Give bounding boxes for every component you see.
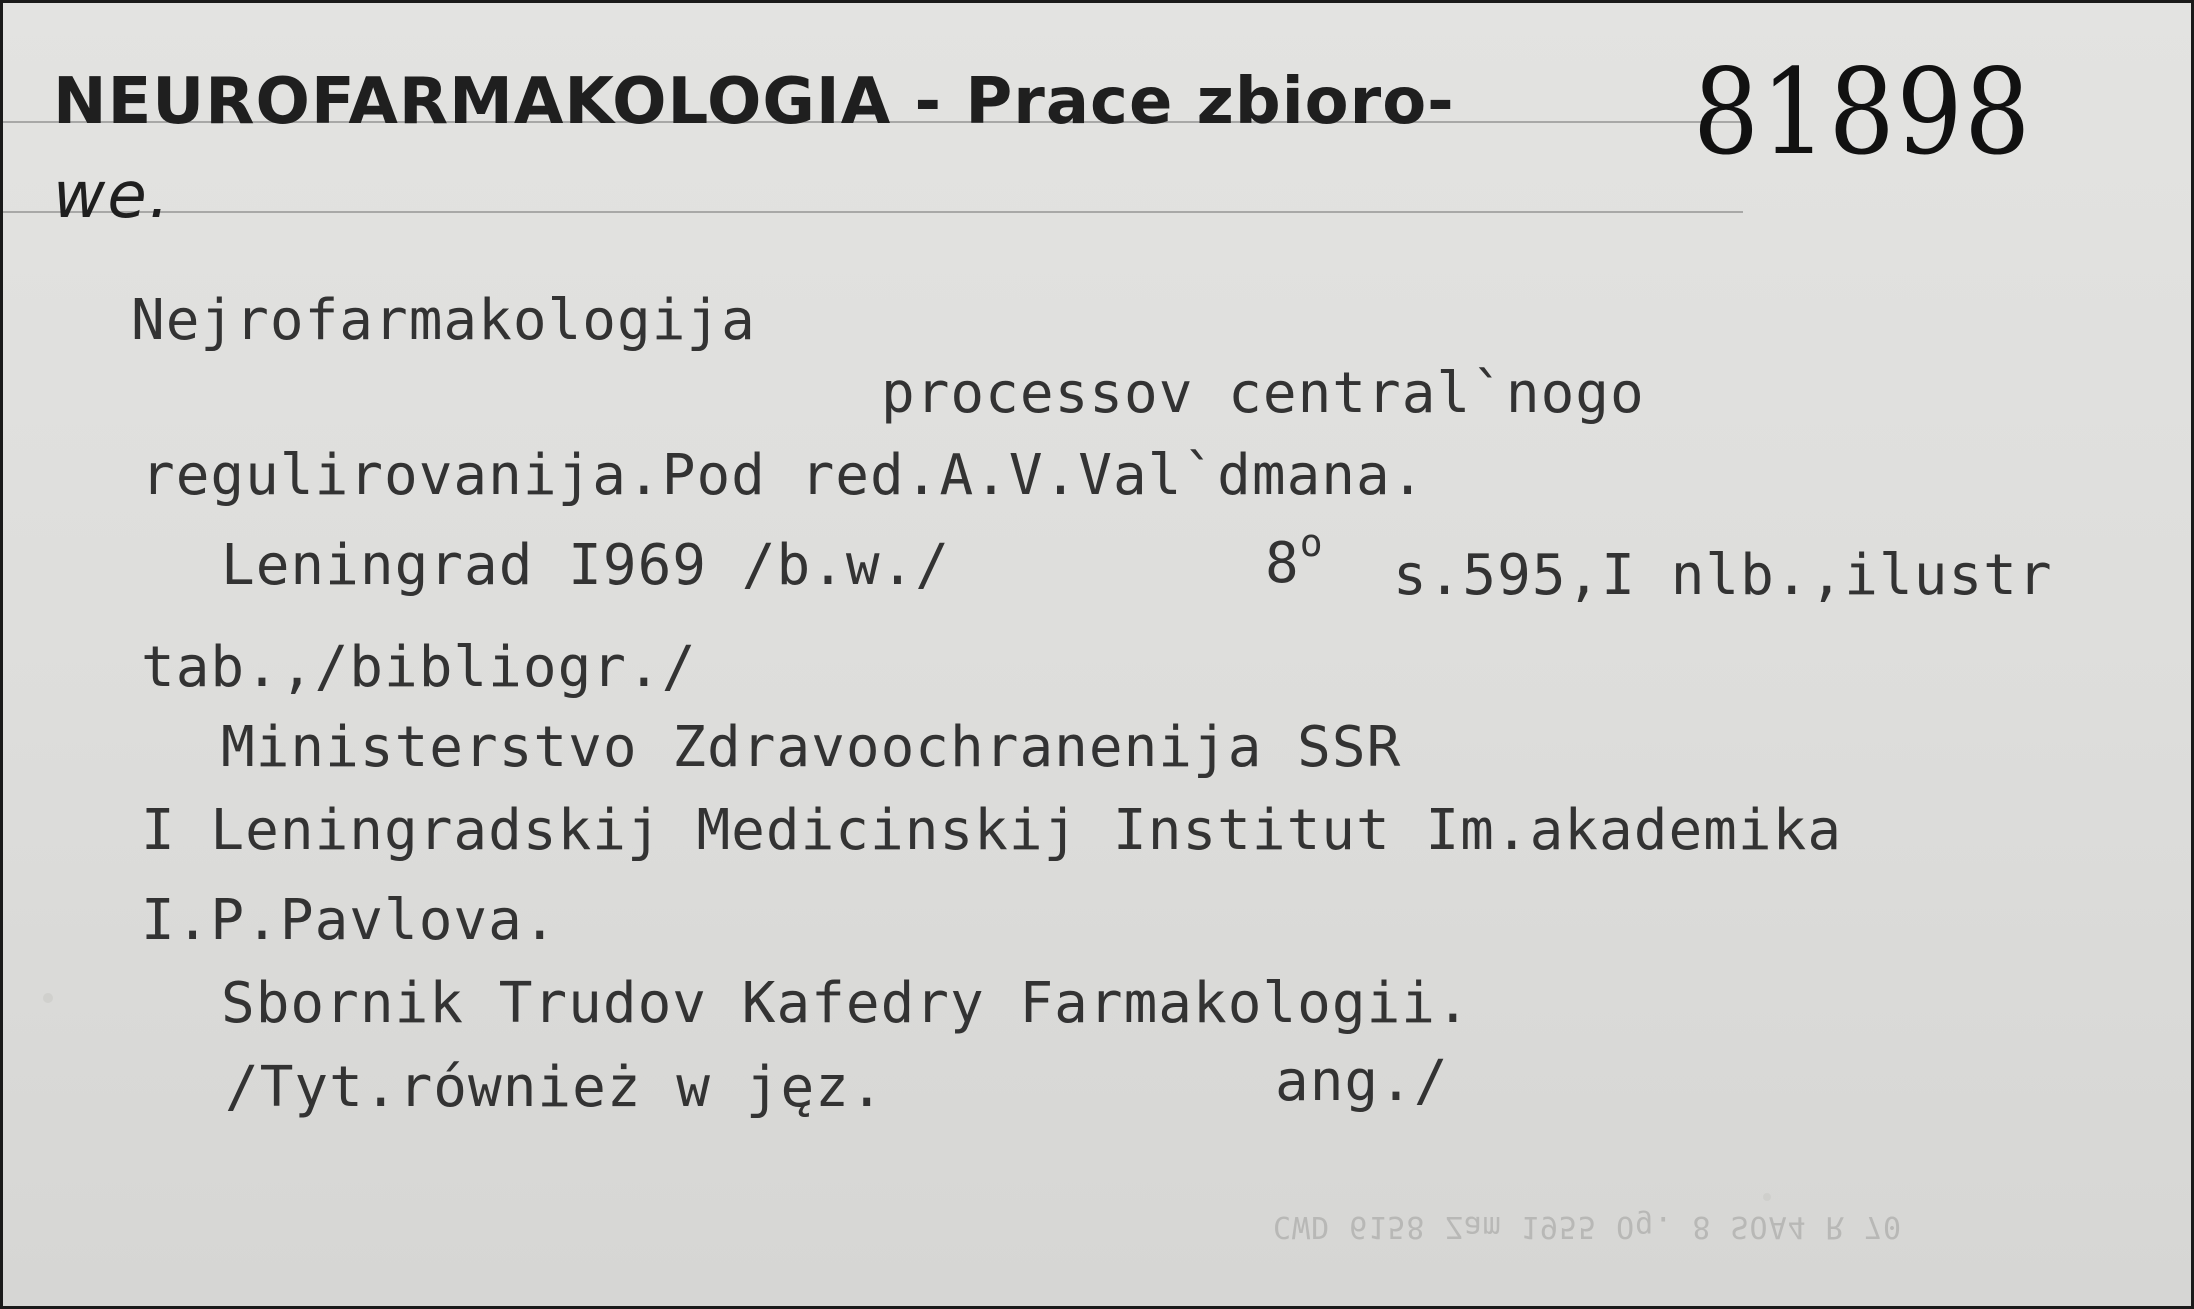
mirrored-stamp: CWD 6158 Zam 1955 Og. 8 SOA4 R 70 <box>1273 1209 1903 1244</box>
entry-line-6: tab.,/bibliogr./ <box>141 635 697 700</box>
entry-line-1: Nejrofarmakologija <box>131 288 756 353</box>
entry-line-9: I.P.Pavlova. <box>141 888 558 953</box>
card-title-line-2: we. <box>53 159 172 233</box>
card-title-line-1: NEUROFARMAKOLOGIA - Prace zbioro- <box>53 65 1455 139</box>
smudge-mark <box>1763 1193 1771 1201</box>
smudge-mark <box>43 993 53 1003</box>
accession-number: 81898 <box>1693 43 2033 181</box>
entry-line-3: regulirovanija.Pod red.A.V.Val`dmana. <box>141 443 1426 508</box>
entry-line-8: I Leningradskij Medicinskij Institut Im.akademika <box>141 798 1843 863</box>
entry-line-7: Ministerstvo Zdravoochranenija SSR <box>221 715 1402 780</box>
entry-line-11: /Tyt.również w jęz. <box>225 1055 885 1120</box>
entry-line-4: Leningrad I969 /b.w./ <box>221 533 951 598</box>
entry-line-12: ang./ <box>1275 1049 1449 1114</box>
entry-line-5: s.595,I nlb.,ilustr <box>1393 543 2053 608</box>
entry-line-2: processov central`nogo <box>881 361 1645 426</box>
title-underline-2 <box>3 211 1743 213</box>
entry-line-10: Sbornik Trudov Kafedry Farmakologii. <box>221 971 1471 1036</box>
format-size: 8$^o$ <box>1265 521 1324 596</box>
